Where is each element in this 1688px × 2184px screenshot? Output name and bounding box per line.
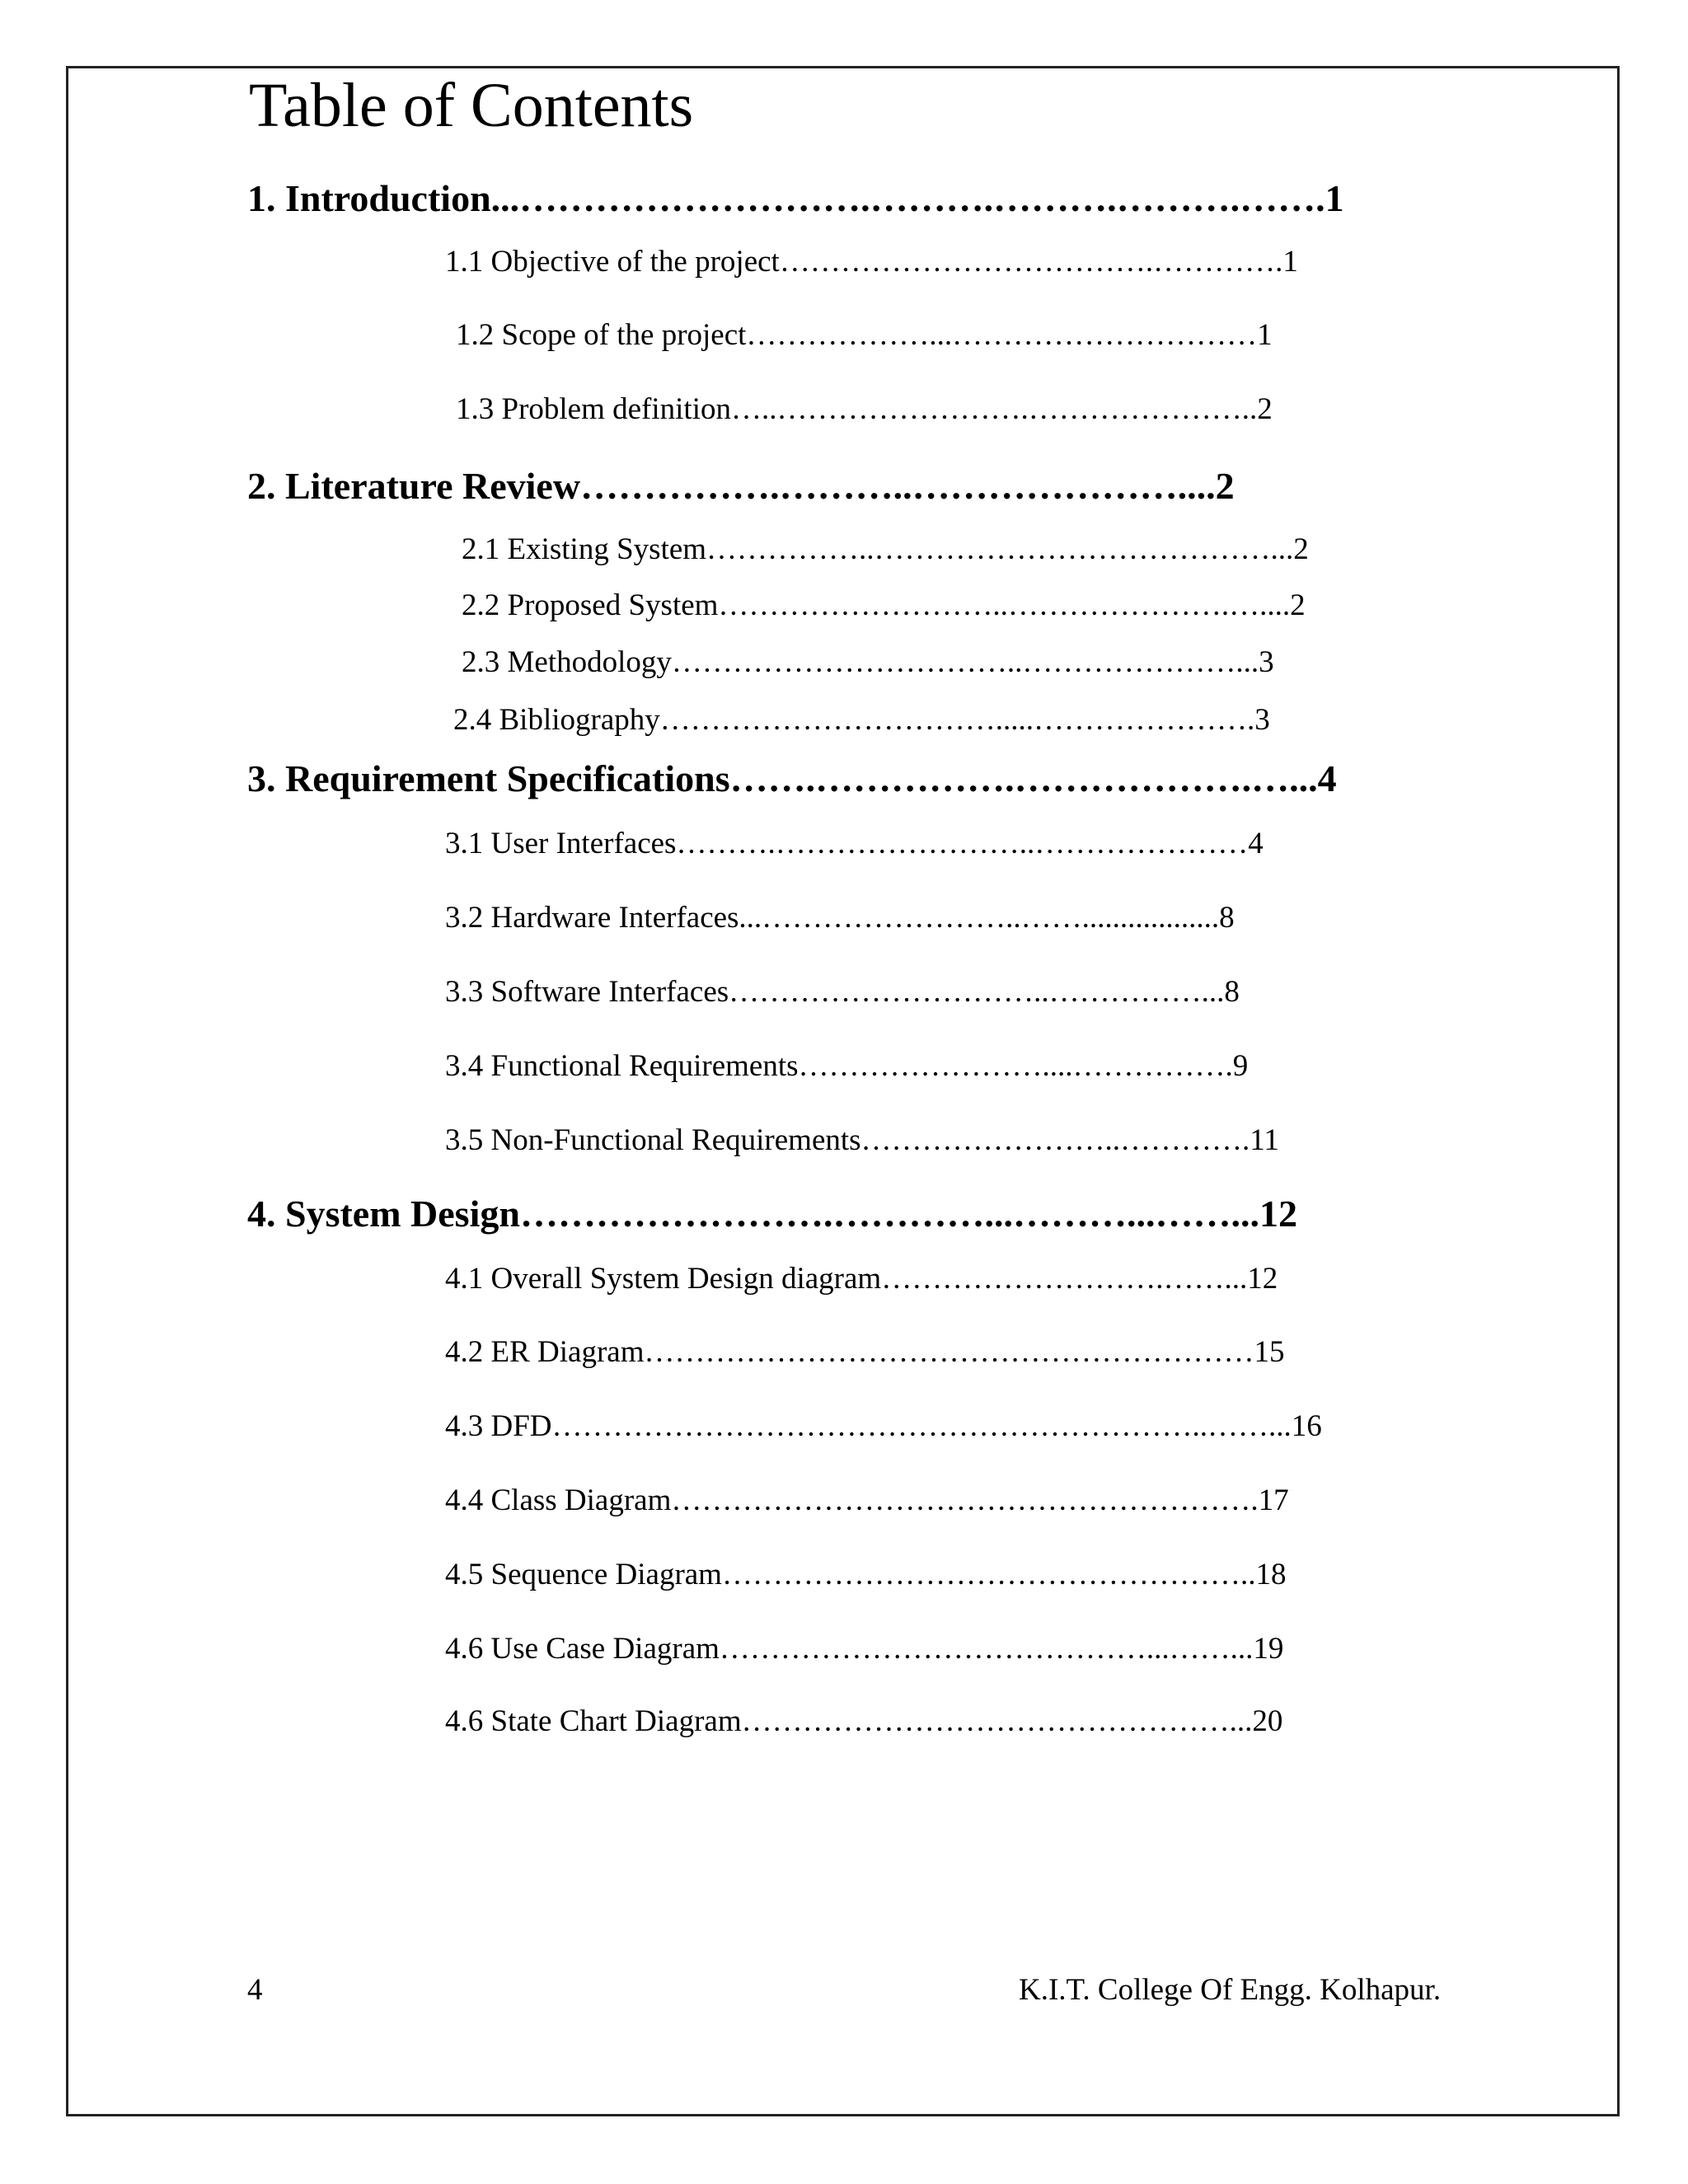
toc-item-use-case-diagram[interactable]: 4.6 Use Case Diagram……………………………………...……...19	[445, 1632, 1284, 1666]
toc-heading-literature-review[interactable]: 2. Literature Review…………….………..…………………....2	[247, 465, 1235, 507]
toc-item-sequence-diagram[interactable]: 4.5 Sequence Diagram……………………………………………..18	[445, 1558, 1287, 1591]
toc-item-class-diagram[interactable]: 4.4 Class Diagram………………………………………………….17	[445, 1483, 1289, 1517]
toc-item-non-functional-requirements[interactable]: 3.5 Non-Functional Requirements……………………..………….11	[445, 1123, 1279, 1157]
toc-item-bibliography[interactable]: 2.4 Bibliography…………………………….....………………….3	[453, 703, 1270, 737]
toc-item-objective[interactable]: 1.1 Objective of the project……………………………….………….1	[445, 245, 1298, 279]
toc-item-functional-requirements[interactable]: 3.4 Functional Requirements……………………....…………….9	[445, 1049, 1249, 1083]
page-title: Table of Contents	[249, 71, 694, 140]
toc-item-proposed-system[interactable]: 2.2 Proposed System………………………..………………….…....2	[462, 588, 1306, 622]
toc-item-software-interfaces[interactable]: 3.3 Software Interfaces…………………………..……………...8	[445, 975, 1240, 1009]
toc-item-methodology[interactable]: 2.3 Methodology……………………………..…………………...3	[462, 645, 1274, 679]
footer-page-number: 4	[247, 1973, 263, 2007]
toc-item-existing-system[interactable]: 2.1 Existing System……………..…………………………………...2	[462, 532, 1309, 566]
footer-college-name: K.I.T. College Of Engg. Kolhapur.	[1019, 1973, 1442, 2007]
page-border	[66, 66, 1620, 2116]
toc-item-user-interfaces[interactable]: 3.1 User Interfaces……….……………………..…………………4	[445, 827, 1264, 860]
toc-heading-introduction[interactable]: 1. Introduction...……………………….……….……….……….…….1	[247, 177, 1344, 219]
toc-item-hardware-interfaces[interactable]: 3.2 Hardware Interfaces...……………………..……..................8	[445, 901, 1235, 935]
toc-item-er-diagram[interactable]: 4.2 ER Diagram……………………………………………………15	[445, 1335, 1285, 1369]
toc-item-scope[interactable]: 1.2 Scope of the project………………...…………………………1	[456, 318, 1273, 352]
toc-heading-requirement-specifications[interactable]: 3. Requirement Specifications…….…………….……………….…...4	[247, 757, 1337, 799]
toc-heading-system-design[interactable]: 4. System Design…………………….…………...………...……...12	[247, 1193, 1297, 1235]
toc-item-dfd[interactable]: 4.3 DFD………………………………………………………..……...16	[445, 1409, 1322, 1443]
toc-item-state-chart-diagram[interactable]: 4.6 State Chart Diagram…………………………………………...20	[445, 1704, 1283, 1738]
toc-item-overall-system-design[interactable]: 4.1 Overall System Design diagram……………………….……...12	[445, 1262, 1278, 1296]
toc-item-problem-definition[interactable]: 1.3 Problem definition…..…………………….…………………..2	[456, 392, 1273, 426]
